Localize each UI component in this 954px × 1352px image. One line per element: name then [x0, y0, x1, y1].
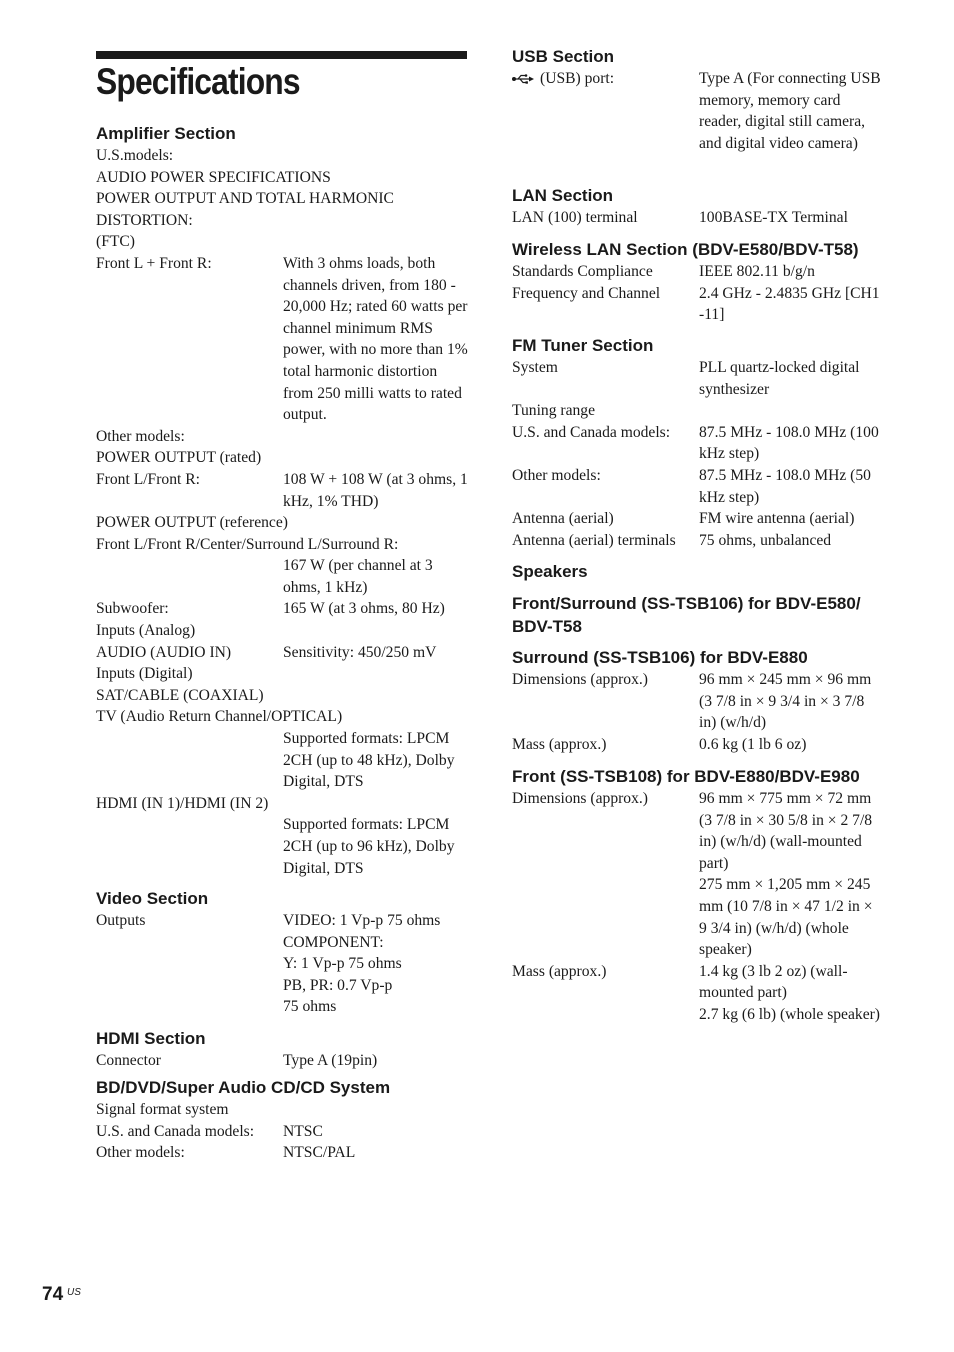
spec-label: Mass (approx.) [512, 962, 607, 980]
spec-row [96, 685, 468, 707]
video-line: 75 ohms [283, 998, 337, 1016]
spec-row [96, 167, 468, 189]
page-number: 74 [42, 1284, 64, 1305]
spec-row [512, 357, 884, 400]
spec-value: 87.5 MHz - 108.0 MHz (100 kHz step) [699, 423, 879, 463]
spec-label: Signal format system [96, 1101, 229, 1118]
spec-row [96, 814, 468, 879]
usb-port-label-cell [512, 68, 699, 154]
spec-row [512, 530, 884, 552]
spec-value: 87.5 MHz - 108.0 MHz (50 kHz step) [699, 466, 871, 506]
spec-label: Tuning range [512, 402, 596, 420]
spec-row [96, 642, 468, 664]
spec-row [512, 508, 884, 530]
spec-value: Sensitivity: 450/250 mV [283, 643, 437, 661]
spec-value: PLL quartz-locked digital synthesizer [699, 359, 860, 398]
spec-label [512, 874, 699, 960]
spec-label [96, 728, 283, 793]
video-heading: Video Section [96, 889, 209, 908]
spec-value [193, 663, 468, 685]
usb-port-label: (USB) port: [540, 70, 615, 87]
spec-row [96, 728, 468, 793]
spec-value: 165 W (at 3 ohms, 80 Hz) [283, 600, 445, 618]
spec-label: POWER OUTPUT (reference) [96, 514, 288, 532]
spec-row [512, 283, 884, 326]
spec-value: 167 W (per channel at 3 ohms, 1 kHz) [283, 557, 433, 596]
video-line: Y: 1 Vp-p 75 ohms [283, 955, 402, 973]
video-line: COMPONENT: [283, 933, 384, 951]
front-heading: Front (SS-TSB108) for BDV-E880/BDV-E980 [512, 767, 860, 786]
bd-rows [96, 1099, 468, 1164]
hdmi-heading: HDMI Section [96, 1029, 206, 1048]
spec-value: Type A (19pin) [283, 1052, 378, 1069]
usb-port-row [512, 68, 884, 154]
spec-row [512, 961, 884, 1004]
spec-label: DISTORTION: [96, 211, 193, 229]
spec-value [135, 231, 468, 253]
amplifier-section [96, 122, 468, 879]
spec-label [96, 814, 283, 879]
spec-value: 275 mm × 1,205 mm × 245 mm (10 7/8 in × 47 1/2 in × 9 3/4 in) (w/h/d) (whole speaker) [699, 876, 873, 959]
spec-label: HDMI (IN 1)/HDMI (IN 2) [96, 794, 269, 812]
spec-value [268, 793, 468, 815]
usb-icon [512, 69, 534, 91]
spec-label: Other models: [512, 466, 601, 484]
spec-value [173, 145, 468, 167]
surround-rows [512, 669, 884, 755]
spec-value [193, 210, 468, 232]
front-section [512, 765, 884, 1026]
spec-row [96, 1099, 468, 1121]
wlan-rows [512, 261, 884, 326]
spec-value [261, 447, 468, 469]
spec-label: Standards Compliance [512, 263, 653, 280]
spec-row [512, 261, 884, 283]
spec-row [96, 620, 468, 642]
spec-value [288, 512, 468, 534]
speakers-section [512, 560, 884, 583]
spec-row [96, 469, 468, 512]
spec-row [96, 512, 468, 534]
spec-label: Antenna (aerial) terminals [512, 531, 676, 549]
spec-label: U.S. and Canada models: [512, 423, 671, 441]
amplifier-rows [96, 145, 468, 879]
spec-label: Front L + Front R: [96, 254, 212, 272]
spec-label: System [512, 359, 558, 376]
surround-heading: Surround (SS-TSB106) for BDV-E880 [512, 648, 808, 667]
spec-label: Frequency and Channel [512, 284, 661, 302]
video-outputs-row [96, 910, 468, 1018]
spec-label: U.S. and Canada models: [96, 1122, 255, 1140]
page-suffix: US [67, 1287, 81, 1298]
spec-label: Mass (approx.) [512, 735, 607, 753]
video-line: PB, PR: 0.7 Vp-p [283, 976, 393, 994]
fm-heading: FM Tuner Section [512, 336, 654, 355]
spec-label: Subwoofer: [96, 600, 169, 618]
spec-value [342, 706, 468, 728]
front-surround-section [512, 592, 884, 638]
spec-value [264, 685, 468, 707]
spec-value [595, 400, 884, 422]
spec-label: Front L/Front R/Center/Surround L/Surround R: [96, 535, 399, 553]
hdmi-rows [96, 1050, 468, 1072]
spec-row [96, 555, 468, 598]
spec-row [512, 207, 884, 229]
spec-label: SAT/CABLE (COAXIAL) [96, 686, 264, 704]
spec-row [96, 793, 468, 815]
spec-value: NTSC [283, 1122, 323, 1140]
spec-label: AUDIO POWER SPECIFICATIONS [96, 168, 331, 186]
spec-label [512, 1004, 699, 1026]
video-section [96, 887, 468, 1018]
spec-row [96, 210, 468, 232]
spec-value: 75 ohms, unbalanced [699, 531, 832, 549]
spec-label: Inputs (Analog) [96, 622, 196, 640]
spec-value [195, 620, 468, 642]
front-surround-heading: Front/Surround (SS-TSB106) for BDV-E580/ BDV-T58 [512, 594, 861, 636]
spec-row [96, 426, 468, 448]
spec-row [512, 422, 884, 465]
spec-row [96, 231, 468, 253]
spec-value: With 3 ohms loads, both channels driven, from 180 - 20,000 Hz; rated 60 watts per channel minimum RMS power, with no more than 1% total harmonic distortion from 250 milli watts to rated output. [283, 254, 468, 424]
wlan-heading: Wireless LAN Section (BDV-E580/BDV-T58) [512, 240, 859, 259]
spec-value: 96 mm × 245 mm × 96 mm (3 7/8 in × 9 3/4 in × 3 7/8 in) (w/h/d) [699, 671, 872, 732]
bd-section [96, 1076, 468, 1164]
spec-value: 100BASE-TX Terminal [699, 209, 848, 226]
spec-row [96, 598, 468, 620]
spec-row [96, 188, 468, 210]
front-rows [512, 788, 884, 1026]
spec-value: NTSC/PAL [283, 1144, 356, 1162]
spec-row [512, 669, 884, 734]
spec-row [96, 706, 468, 728]
video-outputs-values [283, 910, 468, 1018]
video-line: VIDEO: 1 Vp-p 75 ohms [283, 912, 441, 929]
speakers-heading: Speakers [512, 562, 588, 581]
usb-port-value: Type A (For connecting USB memory, memory card reader, digital still camera, and digital video camera) [699, 70, 881, 152]
spec-row [512, 465, 884, 508]
spec-row [96, 253, 468, 426]
spec-value [398, 534, 468, 556]
spec-label: Connector [96, 1052, 161, 1069]
spec-value: Supported formats: LPCM 2CH (up to 48 kHz), Dolby Digital, DTS [283, 730, 455, 791]
spec-row [96, 663, 468, 685]
spec-value: 2.4 GHz - 2.4835 GHz [CH1 -11] [699, 284, 880, 324]
spec-row [512, 400, 884, 422]
spec-value: 108 W + 108 W (at 3 ohms, 1 kHz, 1% THD) [283, 470, 468, 510]
spec-label: Other models: [96, 1144, 185, 1162]
spec-label: POWER OUTPUT (rated) [96, 449, 262, 467]
spec-value [229, 1099, 468, 1121]
spec-row [512, 788, 884, 874]
spec-row [512, 874, 884, 960]
video-outputs-label: Outputs [96, 912, 146, 929]
lan-heading: LAN Section [512, 186, 614, 205]
usb-heading: USB Section [512, 47, 615, 66]
surround-section [512, 646, 884, 755]
spec-value: 1.4 kg (3 lb 2 oz) (wall-mounted part) [699, 962, 848, 1002]
spec-row [96, 1121, 468, 1143]
spec-row [96, 1050, 468, 1072]
spec-value: Supported formats: LPCM 2CH (up to 96 kHz), Dolby Digital, DTS [283, 816, 455, 877]
spec-label [96, 555, 283, 598]
spec-label: LAN (100) terminal [512, 209, 638, 226]
spec-label: AUDIO (AUDIO IN) [96, 643, 232, 661]
bd-heading: BD/DVD/Super Audio CD/CD System [96, 1078, 391, 1097]
spec-row [512, 1004, 884, 1026]
fm-rows [512, 357, 884, 551]
hdmi-section [96, 1027, 468, 1072]
lan-rows [512, 207, 884, 229]
spec-label: Antenna (aerial) [512, 510, 614, 528]
lan-section [512, 184, 884, 229]
spec-value [331, 167, 468, 189]
spec-label: Other models: [96, 427, 185, 445]
amplifier-heading: Amplifier Section [96, 124, 236, 143]
spec-value: 96 mm × 775 mm × 72 mm (3 7/8 in × 30 5/8 in × 2 7/8 in) (w/h/d) (wall-mounted part) [699, 790, 873, 872]
spec-label: POWER OUTPUT AND TOTAL HARMONIC [96, 190, 394, 208]
spec-row [96, 447, 468, 469]
spec-row [96, 534, 468, 556]
spec-value: 2.7 kg (6 lb) (whole speaker) [699, 1005, 881, 1023]
spec-label: Dimensions (approx.) [512, 790, 648, 807]
spec-label: Front L/Front R: [96, 470, 200, 488]
spec-value [185, 426, 468, 448]
page-title: Specifications [96, 61, 300, 102]
spec-value: IEEE 802.11 b/g/n [699, 263, 815, 280]
wlan-section [512, 238, 884, 326]
spec-value: 0.6 kg (1 lb 6 oz) [699, 735, 807, 753]
fm-section [512, 334, 884, 551]
usb-section [512, 45, 884, 154]
spec-label: TV (Audio Return Channel/OPTICAL) [96, 708, 343, 726]
spec-row [96, 145, 468, 167]
spec-label: (FTC) [96, 233, 135, 251]
spec-value: FM wire antenna (aerial) [699, 510, 855, 528]
spec-row [96, 1142, 468, 1164]
spec-row [512, 734, 884, 756]
spec-label: Dimensions (approx.) [512, 671, 648, 688]
spec-label: Inputs (Digital) [96, 665, 193, 683]
spec-value [394, 188, 468, 210]
spec-label: U.S.models: [96, 147, 174, 164]
